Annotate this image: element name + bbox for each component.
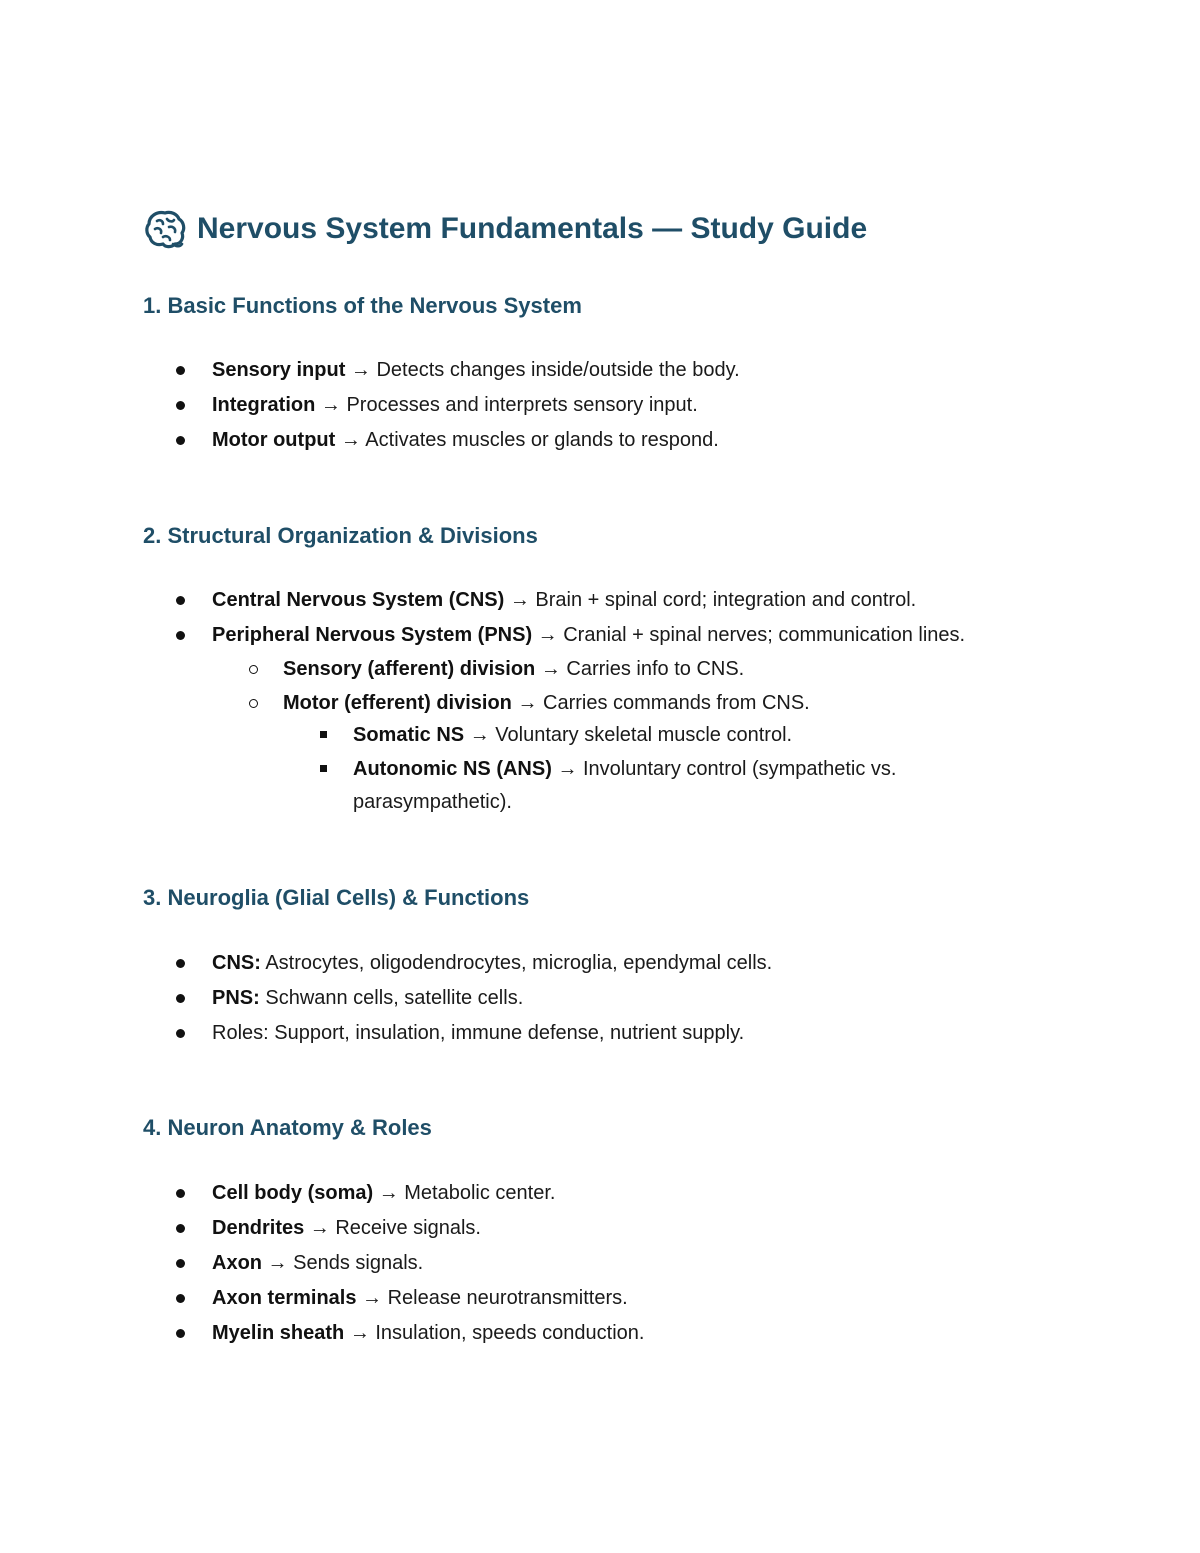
bullet-disc <box>176 596 185 605</box>
item-term: Peripheral Nervous System (PNS) <box>212 624 533 646</box>
bullet-square <box>320 765 327 772</box>
list-item <box>212 948 772 978</box>
item-term: Axon <box>212 1252 262 1274</box>
bullet-circle <box>249 699 258 708</box>
list-item <box>212 425 719 455</box>
list-item-continuation: parasympathetic). <box>353 791 512 813</box>
bullet-disc <box>176 1294 185 1303</box>
list-item <box>212 983 523 1013</box>
item-term: Somatic NS <box>353 724 465 746</box>
item-description: Roles: Support, insulation, immune defense, nutrient supply. <box>212 1022 745 1044</box>
item-description: → Metabolic center. <box>373 1182 556 1204</box>
bullet-disc <box>176 1329 185 1338</box>
item-term: Dendrites <box>212 1217 305 1239</box>
item-term: Motor (efferent) division <box>283 692 512 714</box>
page-title <box>143 207 867 251</box>
section-heading-structural-organization: 2. Structural Organization & Divisions <box>143 523 538 548</box>
list-item <box>212 585 916 615</box>
item-description: → Processes and interprets sensory input. <box>315 394 698 416</box>
list-item <box>212 1213 481 1243</box>
item-term: Autonomic NS (ANS) <box>353 758 552 780</box>
page-title-text: Nervous System Fundamentals — Study Guide <box>197 212 868 245</box>
item-description: → Involuntary control (sympathetic vs. <box>551 758 897 780</box>
section-heading-neuroglia: 3. Neuroglia (Glial Cells) & Functions <box>143 885 530 910</box>
item-description: → Detects changes inside/outside the body. <box>345 359 740 381</box>
item-description: Astrocytes, oligodendrocytes, microglia, ependymal cells. <box>260 952 773 974</box>
item-description: → Release neurotransmitters. <box>356 1287 628 1309</box>
section-heading-basic-functions: 1. Basic Functions of the Nervous System <box>143 293 582 318</box>
bullet-disc <box>176 1189 185 1198</box>
item-description: → Carries commands from CNS. <box>511 692 810 714</box>
list-item <box>212 1248 423 1278</box>
item-description: → Carries info to CNS. <box>535 658 745 680</box>
bullet-disc <box>176 959 185 968</box>
bullet-disc <box>176 1259 185 1268</box>
bullet-disc <box>176 366 185 375</box>
list-item <box>212 355 740 385</box>
sub-list-item <box>283 688 810 718</box>
item-term: Sensory (afferent) division <box>283 658 536 680</box>
item-description: → Cranial + spinal nerves; communication lines. <box>532 624 966 646</box>
list-item <box>212 620 965 650</box>
list-item <box>212 1318 644 1348</box>
item-description: → Sends signals. <box>262 1252 424 1274</box>
section-heading-neuron-anatomy: 4. Neuron Anatomy & Roles <box>143 1115 432 1140</box>
list-item <box>212 1283 628 1313</box>
bullet-disc <box>176 994 185 1003</box>
item-term: Cell body (soma) <box>212 1182 374 1204</box>
item-description: → Activates muscles or glands to respond. <box>335 429 719 451</box>
sub-list-item <box>283 654 744 684</box>
item-description: → Insulation, speeds conduction. <box>344 1322 645 1344</box>
bullet-square <box>320 731 327 738</box>
bullet-disc <box>176 1029 185 1038</box>
bullet-circle <box>249 665 258 674</box>
sub-sub-list-item <box>353 754 896 784</box>
item-description: → Brain + spinal cord; integration and control. <box>504 589 917 611</box>
bullet-disc <box>176 401 185 410</box>
item-term: Central Nervous System (CNS) <box>212 589 505 611</box>
bullet-disc <box>176 1224 185 1233</box>
item-term: Axon terminals <box>212 1287 357 1309</box>
bullet-disc <box>176 631 185 640</box>
item-term: Myelin sheath <box>212 1322 345 1344</box>
list-item <box>212 390 698 420</box>
item-term: CNS: <box>212 952 261 974</box>
item-description: → Receive signals. <box>304 1217 481 1239</box>
item-term: PNS: <box>212 987 260 1009</box>
item-term: Integration <box>212 394 316 416</box>
list-item <box>212 1178 555 1208</box>
item-description: → Voluntary skeletal muscle control. <box>464 724 793 746</box>
item-term: Motor output <box>212 429 336 451</box>
bullet-disc <box>176 436 185 445</box>
brain-icon <box>143 207 187 251</box>
item-description: Schwann cells, satellite cells. <box>259 987 524 1009</box>
list-item <box>212 1018 744 1048</box>
item-term: Sensory input <box>212 359 346 381</box>
sub-sub-list-item <box>353 720 792 750</box>
